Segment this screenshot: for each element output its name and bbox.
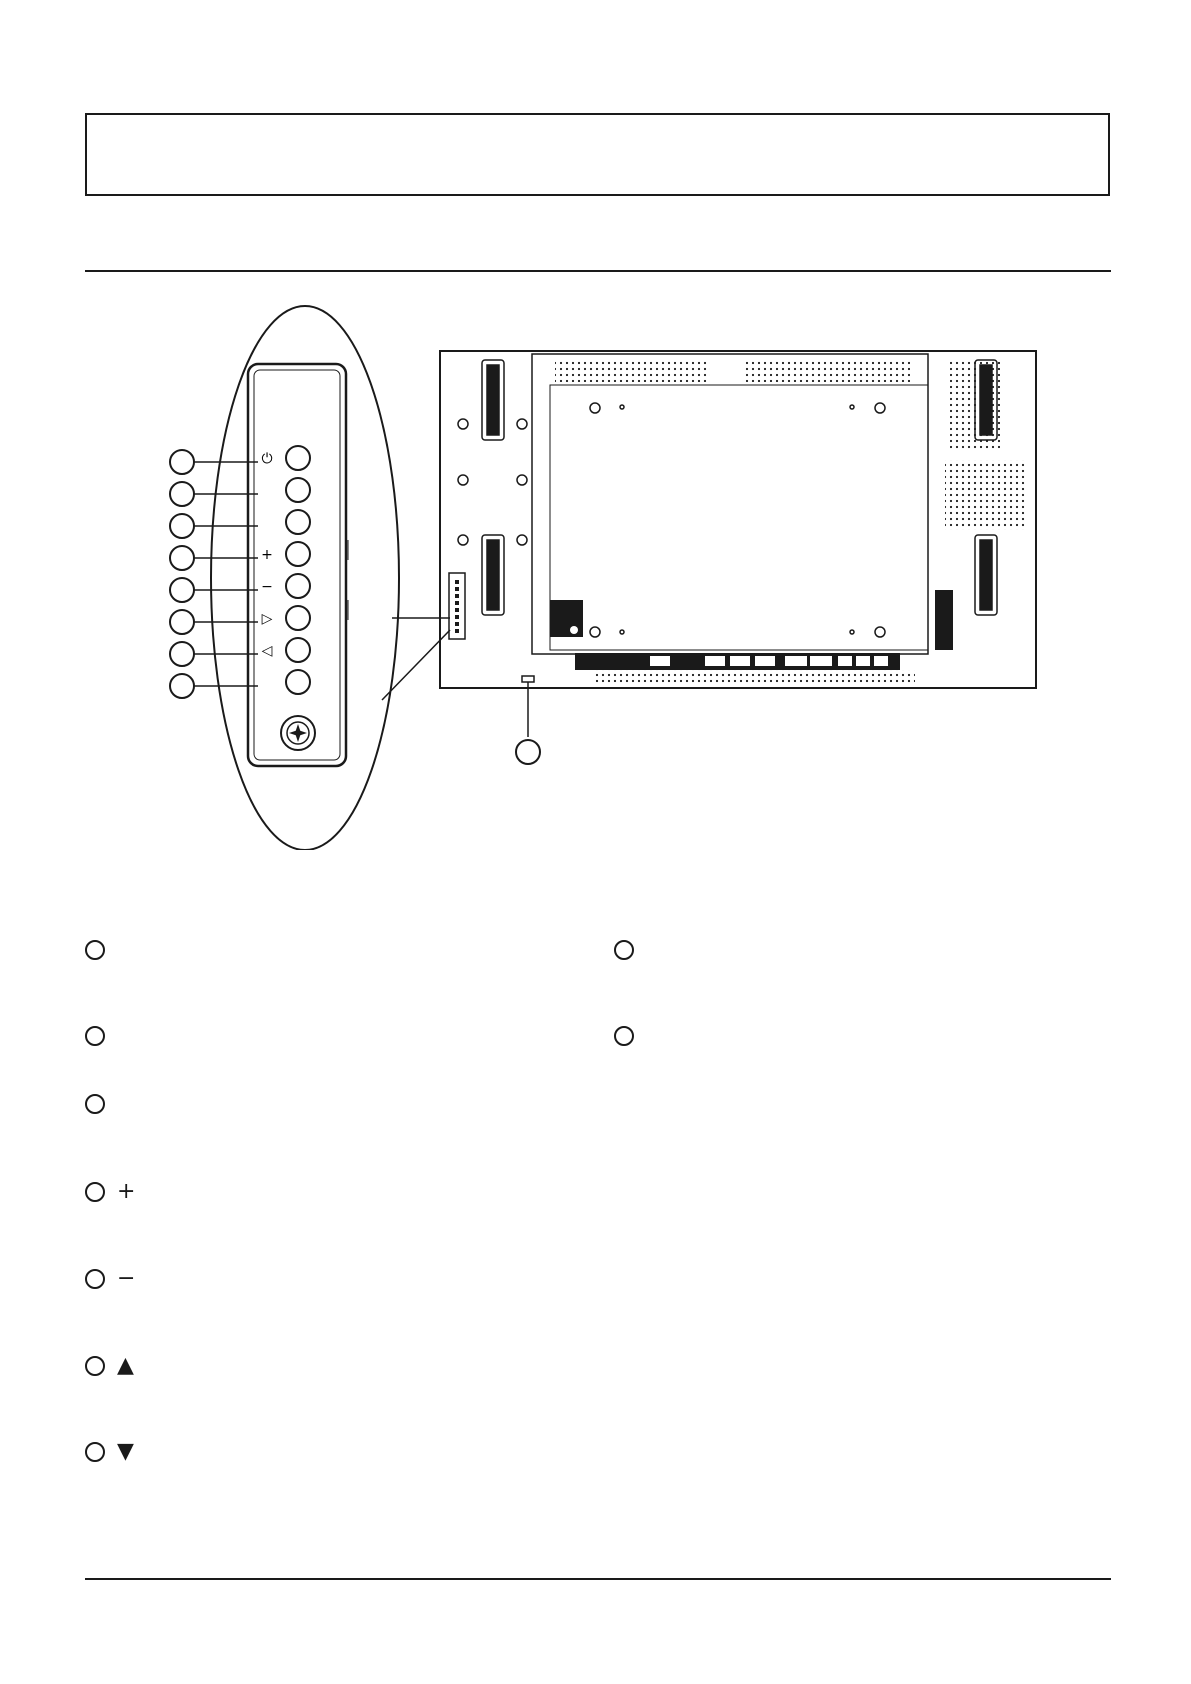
- side-connectors: [935, 590, 953, 650]
- description-item: [85, 1094, 117, 1114]
- callout-number: [170, 450, 194, 474]
- panel-button: [286, 606, 310, 630]
- panel-button-label: ◁: [261, 643, 273, 659]
- vent-top-left: [555, 360, 710, 382]
- power-inlet: [550, 600, 583, 637]
- description-number: [85, 1182, 105, 1202]
- description-number: [614, 940, 634, 960]
- callout-number: [170, 482, 194, 506]
- callout-sensor: [516, 740, 540, 764]
- knob-cross-h: [289, 730, 307, 736]
- description-item: [85, 1181, 135, 1203]
- display-rear-view: [440, 351, 1036, 764]
- callouts-group: [170, 450, 258, 698]
- buttons-group: [261, 446, 310, 694]
- vent-bottom: [595, 670, 915, 684]
- callout-number: [170, 674, 194, 698]
- magnifier-oval: [211, 306, 399, 850]
- description-symbol: +: [117, 1179, 136, 1204]
- callout-number: [170, 642, 194, 666]
- description-symbol: ▼: [117, 1439, 134, 1464]
- description-number: [85, 1094, 105, 1114]
- callout-number: [170, 546, 194, 570]
- panel-button: [286, 510, 310, 534]
- description-symbol: −: [117, 1266, 136, 1291]
- description-number: [85, 940, 105, 960]
- callout-number: [170, 514, 194, 538]
- description-item: [85, 940, 117, 960]
- vent-top-right: [745, 360, 910, 382]
- panel-button-label: ▷: [261, 611, 273, 627]
- callout-number: [170, 610, 194, 634]
- description-item: [614, 1026, 646, 1046]
- vent-right-lower: [945, 460, 1025, 530]
- description-number: [85, 1356, 105, 1376]
- callout-number: [170, 578, 194, 602]
- panel-button: [286, 542, 310, 566]
- description-item: [85, 1355, 134, 1377]
- panel-button: [286, 478, 310, 502]
- description-number: [85, 1269, 105, 1289]
- description-number: [85, 1442, 105, 1462]
- panel-button: [286, 638, 310, 662]
- panel-button: [286, 670, 310, 694]
- description-item: [85, 1268, 135, 1290]
- panel-button-label: +: [261, 547, 273, 563]
- panel-button: [286, 446, 310, 470]
- description-item: [85, 1026, 117, 1046]
- panel-button-label: ⏻: [261, 451, 273, 467]
- rear-center-plate: [532, 354, 928, 654]
- remote-sensor: [522, 676, 534, 682]
- panel-button-label: −: [261, 579, 273, 595]
- description-number: [85, 1026, 105, 1046]
- description-number: [614, 1026, 634, 1046]
- panel-button: [286, 574, 310, 598]
- section-divider-bottom: [85, 1578, 1111, 1580]
- description-item: [614, 940, 646, 960]
- description-item: [85, 1441, 134, 1463]
- description-symbol: ▲: [117, 1353, 134, 1378]
